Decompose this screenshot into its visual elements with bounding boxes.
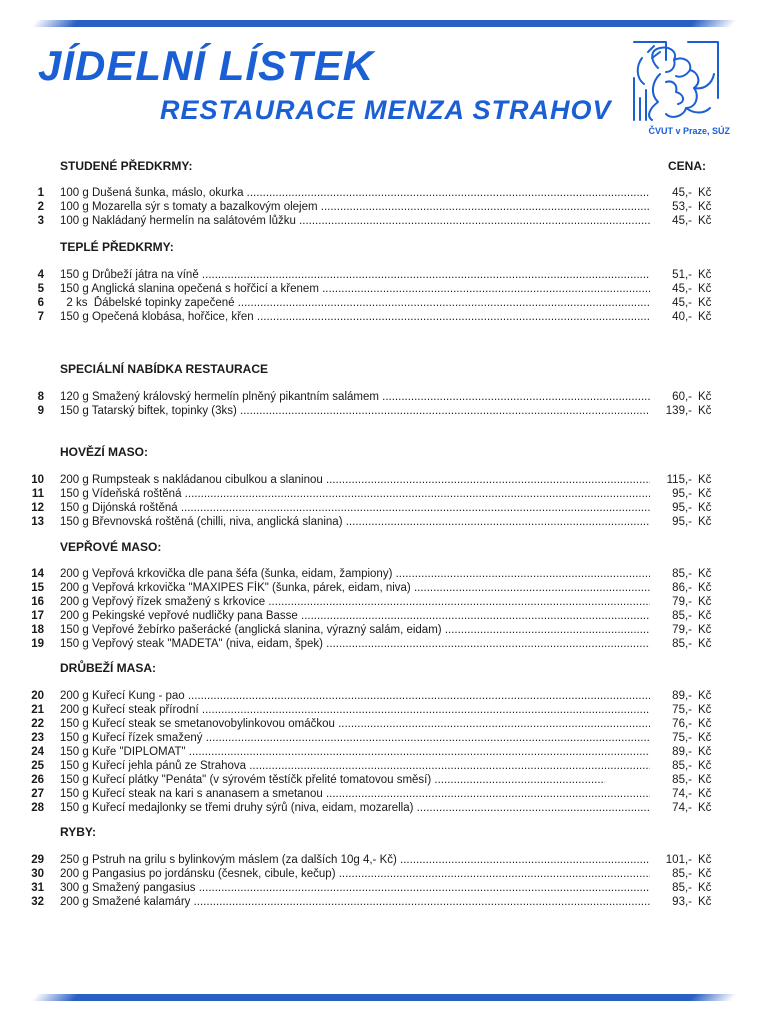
item-price: 89,- (672, 746, 692, 758)
item-description: 120 g Smažený královský hermelín plněný pikantním salámem ..... (60, 390, 650, 404)
item-price: 74,- (672, 802, 692, 814)
item-number: 19 (31, 638, 44, 650)
item-number: 2 (37, 201, 44, 213)
menu-item (0, 595, 768, 609)
item-number: 14 (31, 568, 44, 580)
menu-item (0, 731, 768, 745)
menu-item (0, 759, 768, 773)
restaurant-name: RESTAURACE MENZA STRAHOV (160, 95, 612, 125)
item-price: 45,- (672, 297, 692, 309)
section-heading: TEPLÉ PŘEDKRMY: (60, 240, 174, 254)
item-description: 200 g Pekingské vepřové nudličky pana Basse ..... (60, 609, 650, 623)
item-description: 200 g Kuřecí steak přírodní ..... (60, 703, 650, 717)
item-price: 115,- (666, 474, 692, 486)
item-number: 9 (37, 405, 44, 417)
menu-item (0, 214, 768, 228)
section-heading: HOVĚZÍ MASO: (60, 445, 149, 459)
item-currency: Kč (698, 610, 712, 622)
menu-item (0, 773, 768, 787)
item-description: 100 g Mozarella sýr s tomaty a bazalkovým olejem ..... (60, 200, 650, 214)
menu-item (0, 881, 768, 895)
item-price: 85,- (672, 638, 692, 650)
item-description: 150 g Kuřecí řízek smažený ..... (60, 731, 650, 745)
item-currency: Kč (698, 391, 712, 403)
item-currency: Kč (698, 704, 712, 716)
section-heading: VEPŘOVÉ MASO: (60, 540, 162, 554)
section-heading: RYBY: (60, 825, 96, 839)
item-description: 200 g Smažené kalamáry ..... (60, 895, 650, 909)
item-description: 200 g Vepřový řízek smažený s krkovice ..... (60, 595, 650, 609)
item-number: 12 (31, 502, 44, 514)
item-currency: Kč (698, 896, 712, 908)
price-column-heading: CENA: (668, 159, 706, 173)
item-price: 75,- (672, 732, 692, 744)
item-price: 51,- (672, 269, 692, 281)
menu-item (0, 515, 768, 529)
menu-item (0, 390, 768, 404)
item-currency: Kč (698, 201, 712, 213)
item-currency: Kč (698, 774, 712, 786)
item-currency: Kč (698, 802, 712, 814)
item-number: 29 (31, 854, 44, 866)
item-number: 25 (31, 760, 44, 772)
item-number: 23 (31, 732, 44, 744)
item-currency: Kč (698, 568, 712, 580)
item-description: 200 g Rumpsteak s nakládanou cibulkou a slaninou ..... (60, 473, 650, 487)
menu-item (0, 296, 768, 310)
item-currency: Kč (698, 882, 712, 894)
item-currency: Kč (698, 187, 712, 199)
menu-item (0, 487, 768, 501)
lion-icon (628, 38, 724, 124)
item-number: 32 (31, 896, 44, 908)
menu-item (0, 787, 768, 801)
section-heading: DRŮBEŽÍ MASA: (60, 661, 156, 675)
item-description: 150 g Kuřecí jehla pánů ze Strahova ..... (60, 759, 650, 773)
item-description: 150 g Vepřový steak "MADETA" (niva, eidam, špek) ..... (60, 637, 650, 651)
menu-item (0, 801, 768, 815)
item-price: 45,- (672, 215, 692, 227)
item-price: 76,- (672, 718, 692, 730)
bottom-decorative-bar (31, 994, 737, 1001)
item-description: 100 g Nakládaný hermelín na salátovém lůžku ..... (60, 214, 650, 228)
item-price: 85,- (672, 610, 692, 622)
item-description: 150 g Kuřecí steak se smetanovobylinkovou omáčkou ..... (60, 717, 650, 731)
menu-item (0, 501, 768, 515)
item-description: 250 g Pstruh na grilu s bylinkovým máslem (za dalších 10g 4,- Kč) ..... (60, 853, 650, 867)
menu-item (0, 473, 768, 487)
item-price: 79,- (672, 596, 692, 608)
item-currency: Kč (698, 854, 712, 866)
item-price: 95,- (672, 488, 692, 500)
section-heading: SPECIÁLNÍ NABÍDKA RESTAURACE (60, 362, 269, 376)
item-price: 45,- (672, 283, 692, 295)
item-price: 85,- (672, 774, 692, 786)
menu-title: JÍDELNÍ LÍSTEK (38, 42, 375, 89)
item-currency: Kč (698, 690, 712, 702)
item-description: 200 g Vepřová krkovička "MAXIPES FÍK" (šunka, párek, eidam, niva) ..... (60, 581, 650, 595)
item-currency: Kč (698, 215, 712, 227)
menu-item (0, 867, 768, 881)
item-number: 21 (31, 704, 44, 716)
item-price: 79,- (672, 624, 692, 636)
item-price: 86,- (672, 582, 692, 594)
item-number: 3 (37, 215, 44, 227)
menu-item (0, 404, 768, 418)
logo-caption: ČVUT v Praze, SÚZ (648, 126, 730, 136)
item-price: 101,- (665, 854, 692, 866)
item-currency: Kč (698, 405, 712, 417)
item-currency: Kč (698, 788, 712, 800)
item-currency: Kč (698, 474, 712, 486)
item-number: 11 (31, 488, 44, 500)
item-number: 28 (31, 802, 44, 814)
item-number: 6 (37, 297, 44, 309)
item-currency: Kč (698, 488, 712, 500)
item-number: 10 (31, 474, 44, 486)
item-description: 150 g Dijónská roštěná ..... (60, 501, 650, 515)
item-currency: Kč (698, 868, 712, 880)
item-price: 75,- (672, 704, 692, 716)
item-description: 100 g Dušená šunka, máslo, okurka ..... (60, 186, 650, 200)
item-description: 150 g Vídeňská roštěná ..... (60, 487, 650, 501)
menu-item (0, 689, 768, 703)
item-description: 150 g Kuřecí plátky "Penáta" (v sýrovém těstíčk přelité tomatovou směsí) ..... (60, 773, 605, 787)
item-price: 95,- (672, 516, 692, 528)
item-description: 200 g Kuřecí Kung - pao ..... (60, 689, 650, 703)
item-price: 95,- (672, 502, 692, 514)
menu-item (0, 853, 768, 867)
menu-item (0, 637, 768, 651)
item-number: 13 (31, 516, 44, 528)
item-description: 150 g Drůbeží játra na víně ..... (60, 268, 650, 282)
menu-item (0, 581, 768, 595)
item-number: 24 (31, 746, 44, 758)
item-price: 85,- (672, 882, 692, 894)
item-description: 150 g Opečená klobása, hořčice, křen ..... (60, 310, 650, 324)
item-number: 30 (31, 868, 44, 880)
item-number: 22 (31, 718, 44, 730)
item-description: 150 g Kuře "DIPLOMAT" ..... (60, 745, 650, 759)
item-description: 150 g Vepřové žebírko pašerácké (anglická slanina, výrazný salám, eidam) ..... (60, 623, 650, 637)
item-number: 31 (31, 882, 44, 894)
menu-item (0, 895, 768, 909)
item-currency: Kč (698, 269, 712, 281)
item-currency: Kč (698, 582, 712, 594)
item-description: 150 g Tatarský biftek, topinky (3ks) ..... (60, 404, 650, 418)
item-number: 4 (37, 269, 44, 281)
top-decorative-bar (31, 20, 737, 27)
section-heading: STUDENÉ PŘEDKRMY: (60, 159, 193, 173)
item-price: 45,- (672, 187, 692, 199)
item-currency: Kč (698, 502, 712, 514)
item-price: 139,- (665, 405, 692, 417)
item-price: 93,- (672, 896, 692, 908)
item-description: 150 g Kuřecí medajlonky se třemi druhy sýrů (niva, eidam, mozarella) ..... (60, 801, 650, 815)
item-number: 16 (31, 596, 44, 608)
menu-item (0, 745, 768, 759)
item-currency: Kč (698, 746, 712, 758)
item-currency: Kč (698, 283, 712, 295)
menu-item (0, 717, 768, 731)
item-currency: Kč (698, 311, 712, 323)
menu-item (0, 282, 768, 296)
item-price: 60,- (672, 391, 692, 403)
item-price: 85,- (672, 568, 692, 580)
menu-item (0, 186, 768, 200)
item-currency: Kč (698, 297, 712, 309)
item-description: 200 g Vepřová krkovička dle pana šéfa (šunka, eidam, žampiony) ..... (60, 567, 650, 581)
menu-item (0, 609, 768, 623)
item-description: 300 g Smažený pangasius ..... (60, 881, 650, 895)
item-price: 74,- (672, 788, 692, 800)
item-number: 26 (31, 774, 44, 786)
item-description: 150 g Kuřecí steak na kari s ananasem a smetanou ..... (60, 787, 650, 801)
menu-item (0, 567, 768, 581)
item-description: 2 ks Ďábelské topinky zapečené ..... (60, 296, 650, 310)
item-price: 53,- (672, 201, 692, 213)
menu-item (0, 623, 768, 637)
item-description: 200 g Pangasius po jordánsku (česnek, cibule, kečup) ..... (60, 867, 650, 881)
item-number: 8 (37, 391, 44, 403)
item-number: 7 (37, 311, 44, 323)
menu-item (0, 200, 768, 214)
item-currency: Kč (698, 760, 712, 772)
item-description: 150 g Anglická slanina opečená s hořčicí a křenem ..... (60, 282, 650, 296)
item-price: 85,- (672, 868, 692, 880)
item-description: 150 g Břevnovská roštěná (chilli, niva, anglická slanina) ..... (60, 515, 650, 529)
item-currency: Kč (698, 516, 712, 528)
item-currency: Kč (698, 718, 712, 730)
menu-item (0, 703, 768, 717)
menu-item (0, 310, 768, 324)
item-number: 27 (31, 788, 44, 800)
item-price: 40,- (672, 311, 692, 323)
item-currency: Kč (698, 732, 712, 744)
item-number: 1 (37, 187, 44, 199)
item-currency: Kč (698, 596, 712, 608)
item-number: 18 (31, 624, 44, 636)
item-number: 15 (31, 582, 44, 594)
item-number: 5 (37, 283, 44, 295)
item-number: 20 (31, 690, 44, 702)
item-currency: Kč (698, 638, 712, 650)
item-number: 17 (31, 610, 44, 622)
menu-item (0, 268, 768, 282)
item-price: 89,- (672, 690, 692, 702)
item-currency: Kč (698, 624, 712, 636)
item-price: 85,- (672, 760, 692, 772)
